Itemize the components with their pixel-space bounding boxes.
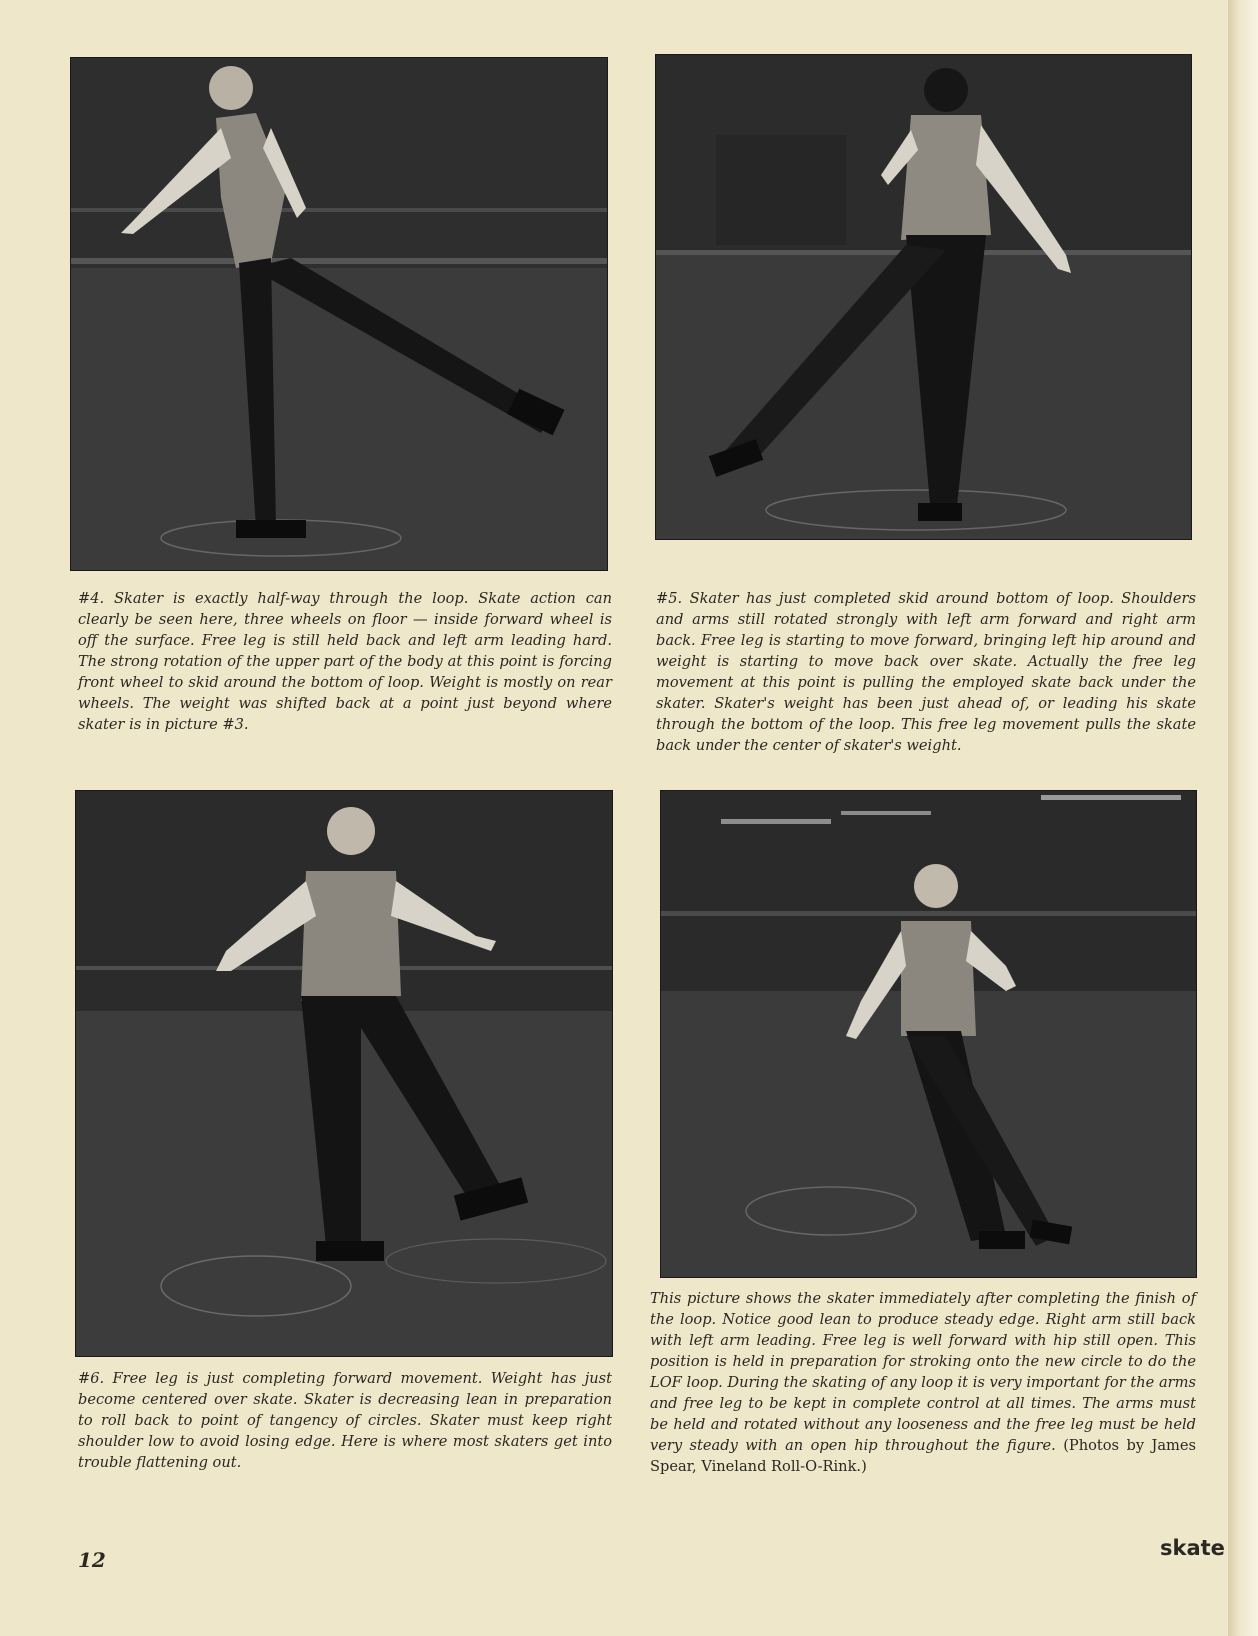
caption-photo-4: #4. Skater is exactly half-way through the loop. Skate action can clearly be seen here, three wheels on floor — inside forward wheel is off the surface. Free leg is still held back and left arm leading hard. The strong rotation of the upper part of the body at this point is forcing front wheel to skid around the bottom of loop. Weight is mostly on rear wheels. The weight was shifted back at a point just beyond where skater is in picture #3. <box>78 590 612 733</box>
skater-photo-illustration <box>661 791 1196 1277</box>
caption-photo-6: #6. Free leg is just completing forward movement. Weight has just become centered over skate. Skater is decreasing lean in preparation to roll back to point of tangency of circles. Skater must keep right shoulder low to avoid losing edge. Here is where most skaters get into trouble flattening out. <box>78 1370 612 1471</box>
skater-photo-illustration <box>71 58 607 570</box>
photo-credit: (Photos by James Spear, Vineland Roll-O-Rink.) <box>650 1437 1197 1475</box>
caption-photo-7-text: This picture shows the skater immediately after completing the finish of the loop. Notice good lean to produce steady edge. Right arm still back with left arm leading. Free leg is well forward with hip still open. This position is held in preparation for stroking onto the new circle to do the LOF loop. During the skating of any loop it is very important for the arms and free leg to be kept in complete control at all times. The arms must be held and rotated without any looseness and the free leg must be held very steady with an open hip throughout the figure. <box>650 1290 1196 1454</box>
photo-7-after-loop <box>660 790 1197 1278</box>
page-edge <box>1228 0 1258 1636</box>
photo-4-skater-half-way <box>70 57 608 571</box>
caption-photo-7 <box>650 1288 1196 1477</box>
photo-5-skater-completing-skid <box>655 54 1192 540</box>
page-number: 12 <box>78 1548 106 1572</box>
skater-photo-illustration <box>656 55 1191 539</box>
skater-photo-illustration <box>76 791 612 1356</box>
photo-6-free-leg-forward <box>75 790 613 1357</box>
caption-photo-5: #5. Skater has just completed skid around bottom of loop. Shoulders and arms still rotated strongly with left arm forward and right arm back. Free leg is starting to move forward, bringing left hip around and weight is starting to move back over skate. Actually the free leg movement at this point is pulling the employed skate back under the skater. Skater's weight has been just ahead of, or leading his skate through the bottom of the loop. This free leg movement pulls the skate back under the center of skater's weight. <box>656 590 1196 754</box>
footer-brand: skate <box>1160 1536 1225 1560</box>
